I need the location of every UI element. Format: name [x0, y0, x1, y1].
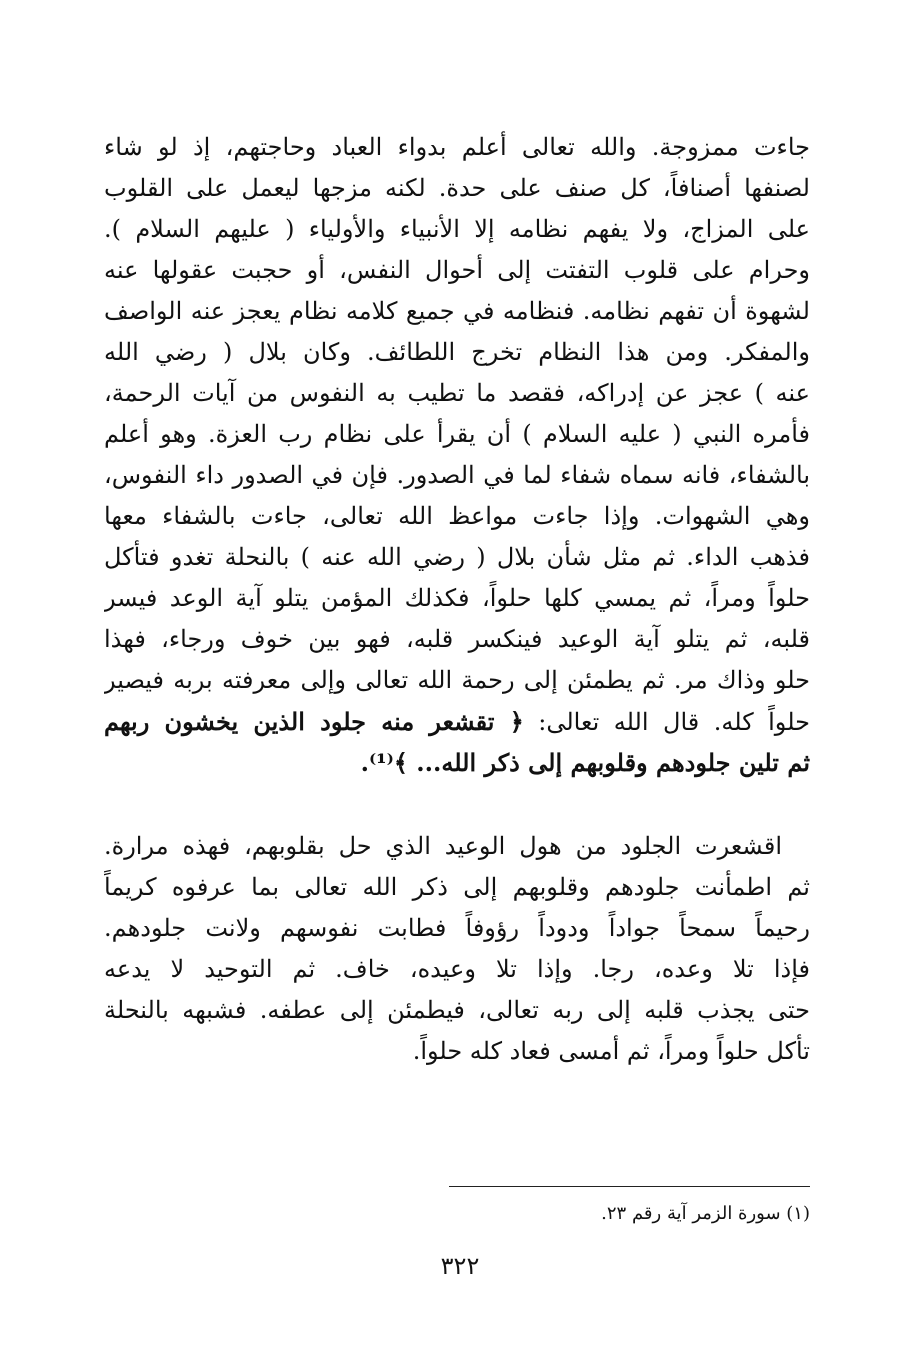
text-line: والمفكر. ومن هذا النظام تخرج اللطائف. وكان بلال ( رضي الله	[104, 338, 810, 366]
text-line: وحرام على قلوب التفتت إلى أحوال النفس، أو حجبت عقولها عنه	[104, 256, 810, 284]
text-line: قلبه، ثم يتلو آية الوعيد فينكسر قلبه، فهو بين خوف ورجاء، فهذا	[104, 625, 810, 653]
text-line: لصنفها أصنافاً، كل صنف على حدة. لكنه مزجها ليعمل على القلوب	[104, 174, 810, 202]
text-line: ثم اطمأنت جلودهم وقلوبهم إلى ذكر الله تعالى بما عرفوه كريماً	[104, 873, 810, 901]
footnote: (١) سورة الزمر آية رقم ٢٣.	[601, 1203, 810, 1224]
text-line: بالشفاء، فانه سماه شفاء لما في الصدور. فإن في الصدور داء النفوس،	[104, 461, 810, 489]
text-line: حتى يجذب قلبه إلى ربه تعالى، فيطمئن إلى عطفه. فشبهه بالنحلة	[104, 996, 810, 1024]
footnote-divider	[449, 1186, 810, 1187]
text-line: فإذا تلا وعده، رجا. وإذا تلا وعيده، خاف. ثم التوحيد لا يدعه	[104, 955, 810, 983]
text-line: لشهوة أن تفهم نظامه. فنظامه في جميع كلامه نظام يعجز عنه الواصف	[104, 297, 810, 325]
text-line: رحيماً سمحاً جواداً ودوداً رؤوفاً فطابت نفوسهم ولانت جلودهم.	[104, 914, 810, 942]
text-line: اقشعرت الجلود من هول الوعيد الذي حل بقلوبهم، فهذه مرارة.	[104, 832, 782, 860]
text-line: وهي الشهوات. وإذا جاءت مواعظ الله تعالى، جاءت بالشفاء معها	[104, 502, 810, 530]
text-line: فأمره النبي ( عليه السلام ) أن يقرأ على نظام رب العزة. وهو أعلم	[104, 420, 810, 448]
text-line: حلواً ومراً، ثم يمسي كلها حلواً، فكذلك المؤمن يتلو آية الوعد فيسر	[104, 584, 810, 612]
quran-verse-line: حلواً كله. قال الله تعالى: ﴿ تقشعر منه جلود الذين يخشون ربهم	[104, 707, 810, 736]
text-line: حلو وذاك مر. ثم يطمئن إلى رحمة الله تعالى وإلى معرفته بربه فيصير	[104, 666, 810, 694]
text-line: فذهب الداء. ثم مثل شأن بلال ( رضي الله عنه ) بالنحلة تغدو فتأكل	[104, 543, 810, 571]
text-line: على المزاج، ولا يفهم نظامه إلا الأنبياء والأولياء ( عليهم السلام ).	[104, 215, 810, 243]
text-line: عنه ) عجز عن إدراكه، فقصد ما تطيب به النفوس من آيات الرحمة،	[104, 379, 810, 407]
text-line: تأكل حلواً ومراً، ثم أمسى فعاد كله حلواً.	[412, 1037, 810, 1065]
page-number: ٣٢٢	[440, 1252, 480, 1280]
quran-verse-line: ثم تلين جلودهم وقلوبهم إلى ذكر الله... ﴾⁽¹⁾.	[360, 748, 810, 777]
text-line: جاءت ممزوجة. والله تعالى أعلم بدواء العباد وحاجتهم، إذ لو شاء	[104, 133, 810, 161]
paragraph-1	[104, 127, 810, 783]
paragraph-2	[104, 826, 810, 1072]
